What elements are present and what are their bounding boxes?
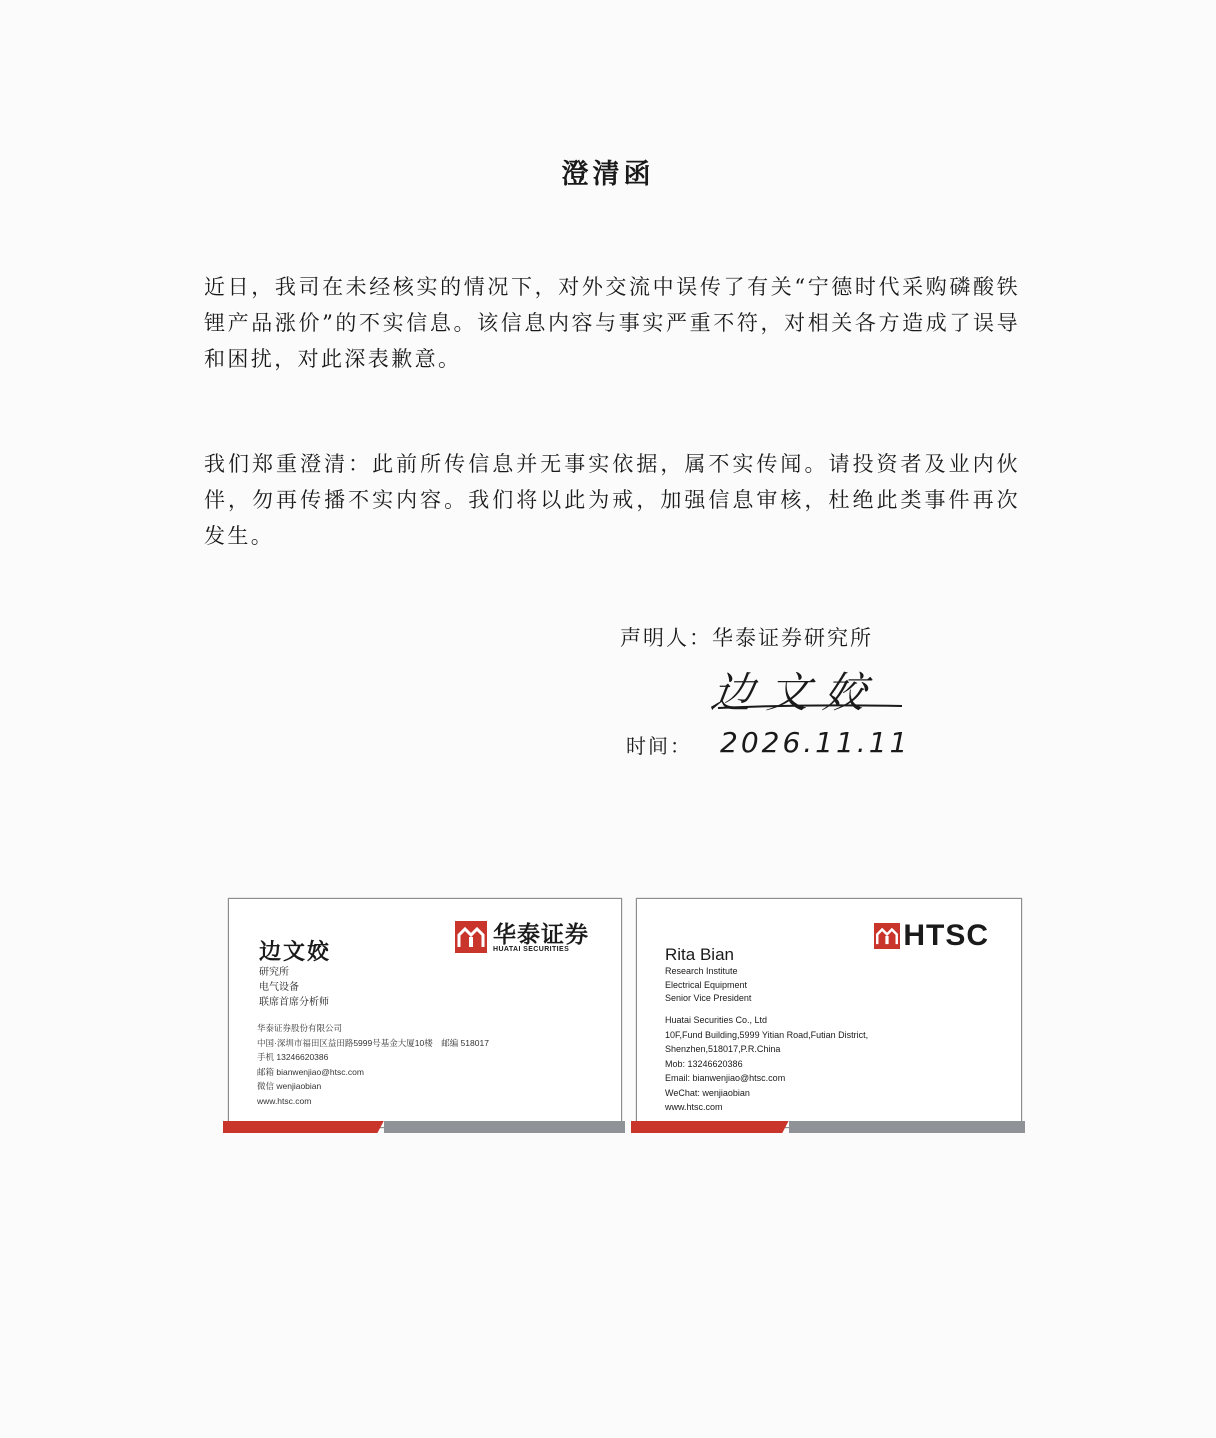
role-line: 研究所 xyxy=(259,967,289,978)
contact-line: www.htsc.com xyxy=(665,1102,723,1112)
card-roles xyxy=(259,965,329,1010)
card-contact xyxy=(257,1021,489,1108)
card-footer-bar xyxy=(223,1121,625,1133)
huatai-logo-icon xyxy=(455,921,487,953)
huatai-logo xyxy=(455,921,589,953)
business-card-english xyxy=(636,898,1022,1128)
role-line: Senior Vice President xyxy=(665,993,752,1003)
contact-line: 手机 13246620386 xyxy=(257,1052,329,1062)
logo-text: HTSC xyxy=(903,919,989,952)
logo-english-text: HUATAI SECURITIES xyxy=(493,945,570,953)
contact-line: 华泰证券股份有限公司 xyxy=(257,1023,343,1033)
contact-line: 10F,Fund Building,5999 Yitian Road,Futian District, xyxy=(665,1029,869,1040)
declarant: 声明人：华泰证券研究所 xyxy=(620,626,873,650)
contact-line: Email: bianwenjiao@htsc.com xyxy=(665,1073,786,1083)
role-line: Electrical Equipment xyxy=(665,979,748,990)
card-footer-bar xyxy=(631,1121,1025,1133)
letter-title: 澄清函 xyxy=(561,159,655,190)
card-roles xyxy=(665,965,751,1006)
htsc-logo xyxy=(874,919,989,953)
contact-line: WeChat: wenjiaobian xyxy=(665,1087,750,1098)
contact-line: 微信 wenjiaobian xyxy=(257,1081,322,1091)
huatai-logo-icon xyxy=(874,923,900,949)
contact-line: 中国·深圳市福田区益田路5999号基金大厦10楼 邮编 518017 xyxy=(257,1037,489,1048)
contact-line: Huatai Securities Co., Ltd xyxy=(665,1015,768,1025)
role-line: 电气设备 xyxy=(259,982,299,993)
contact-line: Mob: 13246620386 xyxy=(665,1058,743,1069)
card-contact xyxy=(665,1013,868,1115)
contact-line: 邮箱 bianwenjiao@htsc.com xyxy=(257,1066,364,1077)
role-line: Research Institute xyxy=(665,966,738,976)
business-card-chinese xyxy=(228,898,622,1128)
handwritten-signature: 边文姣 xyxy=(708,668,884,717)
role-line: 联席首席分析师 xyxy=(259,997,329,1008)
card-name: Rita Bian xyxy=(665,945,734,964)
contact-line: Shenzhen,518017,P.R.China xyxy=(665,1044,781,1054)
date-label: 时间： xyxy=(626,734,692,758)
paragraph-apology: 近日，我司在未经核实的情况下，对外交流中误传了有关“宁德时代采购磷酸铁锂产品涨价”的不实信息。该信息内容与事实严重不符，对相关各方造成了误导和困扰，对此深表歉意。 xyxy=(204,275,1020,371)
card-name: 边文姣 xyxy=(259,939,332,965)
logo-chinese-text: 华泰证券 xyxy=(493,920,589,947)
contact-line: www.htsc.com xyxy=(257,1095,312,1106)
paragraph-clarification: 我们郑重澄清：此前所传信息并无事实依据，属不实传闻。请投资者及业内伙伴，勿再传播不实内容。我们将以此为戒，加强信息审核，杜绝此类事件再次发生。 xyxy=(204,452,1020,548)
signature-underline xyxy=(716,700,906,714)
handwritten-date: 2026.11.11 xyxy=(720,726,911,759)
